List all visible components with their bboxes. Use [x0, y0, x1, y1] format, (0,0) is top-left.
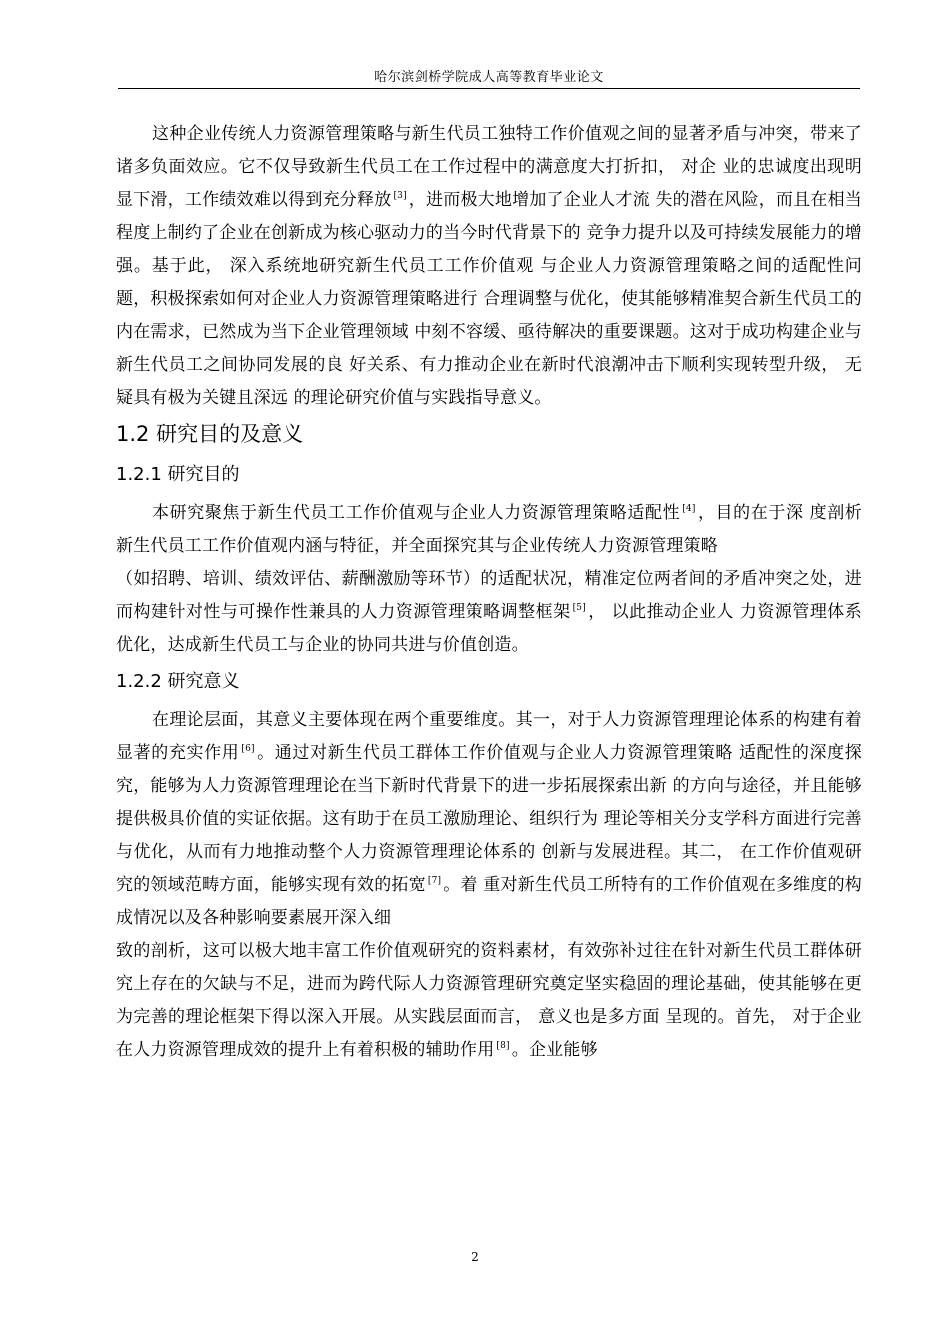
citation: [6]: [241, 744, 255, 755]
paragraph-purpose-cont: [116, 563, 862, 662]
running-header: 哈尔滨剑桥学院成人高等教育毕业论文: [374, 70, 604, 85]
page-content: [116, 118, 862, 1067]
section-heading: 1.2 研究目的及意义: [116, 422, 304, 446]
paragraph-text: （如招聘、培训、绩效评估、薪酬激励等环节）的适配状况，精准定位两者间的矛盾冲突之处，进而构建针对性与可操作性兼具的人力资源管理策略调整框架: [116, 569, 862, 622]
paragraph-text: ， 以此推动企业人 力资源管理体系优化，达成新生代员工与企业的协同共进与价值创造。: [116, 602, 862, 655]
header-divider: [118, 88, 860, 89]
paragraph-text: 在理论层面，其意义主要体现在两个重要维度。其一，对于人力资源管理理论体系的构建有着显著的充实作用: [116, 710, 862, 763]
paragraph-text: ，目的在于深 度剖析新生代员工工作价值观内涵与特征，并全面探究其与企业传统人力资源管理策略: [116, 503, 863, 556]
citation: [8]: [496, 1041, 510, 1052]
paragraph-background: [116, 118, 862, 415]
paragraph-text: 本研究聚焦于新生代员工工作价值观与企业人力资源管理策略适配性: [152, 503, 681, 523]
paragraph-text: 。着 重对新生代员工所特有的工作价值观在多维度的构成情况以及各种影响要素展开深入细: [116, 875, 863, 928]
paragraph-text: 这种企业传统人力资源管理策略与新生代员工独特工作价值观之间的显著矛盾与冲突，带来了诸多负面效应。它不仅导致新生代员工在工作过程中的满意度大打折扣， 对企 业的忠诚度出现明显下滑，工作绩效难以得到充分释放: [116, 124, 862, 210]
citation: [3]: [393, 191, 407, 202]
subsection-heading-purpose: 1.2.1 研究目的: [116, 464, 240, 485]
citation: [4]: [682, 504, 696, 515]
paragraph-text: 。通过对新生代员工群体工作价值观与企业人力资源管理策略 适配性的深度探究，能够为人力资源管理理论在当下新时代背景下的进一步拓展探索出新 的方向与途径，并且能够提供极具价值的实证依据。这有助于在员工激励理论、组织行为 理论等相关分支学科方面进行完善与优化，从而有力地推动整个人力资源管理理论体系的 创新与发展进程。其二， 在工作价值观研究的领域范畴方面，能够实现有效的拓宽: [116, 743, 862, 895]
paragraph-significance-cont: [116, 935, 862, 1067]
paragraph-text: 致的剖析，这可以极大地丰富工作价值观研究的资料素材，有效弥补过往在针对新生代员工群体研究上存在的欠缺与不足，进而为跨代际人力资源管理研究奠定坚实稳固的理论基础，使其能够在更为完善的理论框架下得以深入开展。从实践层面而言， 意义也是多方面 呈现的。首先， 对于企业在人力资源管理成效的提升上有着积极的辅助作用: [116, 941, 862, 1060]
page-number: 2: [471, 1250, 479, 1264]
paragraph-text: ，进而极大地增加了企业人才流 失的潜在风险，而且在相当程度上制约了企业在创新成为核心驱动力的当今时代背景下的 竞争力提升以及可持续发展能力的增强。基于此， 深入系统地研究新生代员工工作价值观 与企业人力资源管理策略之间的适配性问题，积极探索如何对企业人力资源管理策略进行 合理调整与优化，使其能够精准契合新生代员工的内在需求，已然成为当下企业管理领域 中刻不容缓、亟待解决的重要课题。这对于成功构建企业与新生代员工之间协同发展的良 好关系、有力推动企业在新时代浪潮冲击下顺利实现转型升级， 无疑具有极为关键且深远 的理论研究价值与实践指导意义。: [116, 190, 862, 408]
paragraph-purpose: [116, 497, 862, 563]
citation: [5]: [572, 603, 586, 614]
citation: [7]: [427, 876, 442, 887]
subsection-heading-significance: 1.2.2 研究意义: [116, 671, 240, 692]
paragraph-significance: [116, 704, 862, 935]
paragraph-text: 。企业能够: [511, 1040, 598, 1060]
